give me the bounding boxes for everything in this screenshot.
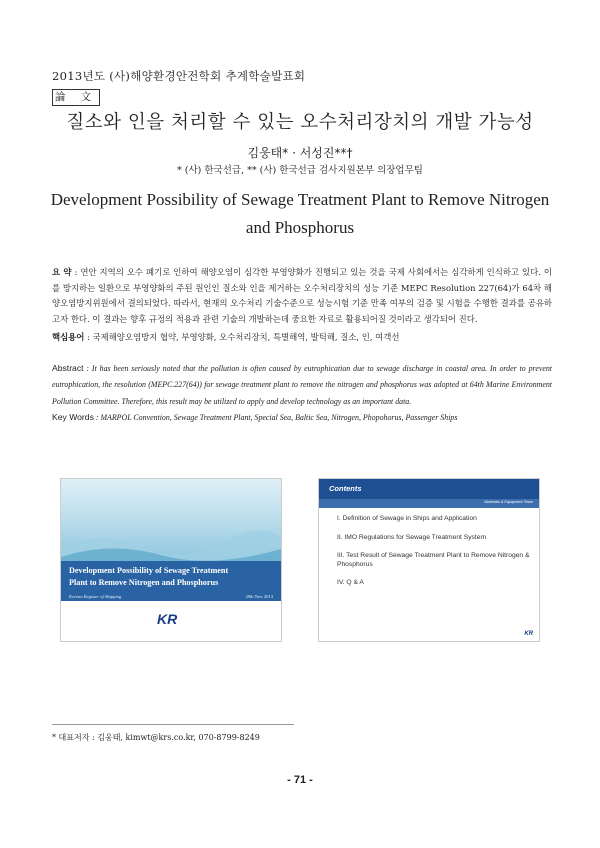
authors: 김웅태* · 서성진**† (247, 146, 353, 160)
affiliation: * (사) 한국선급, ** (사) 한국선급 검사지원본부 의장업무팀 (177, 165, 423, 176)
slide-title (69, 565, 228, 589)
kr-logo-small: KR (524, 631, 533, 637)
english-abstract-text: : It has been seriously noted that the pollution is often caused by eutrophication due to sewage discharge in coastal area. In order to prevent eutrophication, the resolution (MEPC.227(64)) for sewage treatment plant to remove the nitrogen and phosphorus was adopted at 64th Marine Environment Pollution Committee. Therefore, this result may be utilized to apply and develop technology as an important data. (52, 364, 552, 406)
footnote: * 대표저자 : 김웅태, kimwt@krs.co.kr, 070-8799-8249 (52, 733, 260, 742)
footnote-divider (52, 724, 294, 725)
kr-logo: KR (157, 611, 178, 627)
contents-item: I. Definition of Sewage in Ships and Application (337, 515, 477, 522)
contents-item: IV. Q & A (337, 579, 364, 586)
english-keywords-text: : MARPOL Convention, Sewage Treatment Plant, Special Sea, Baltic Sea, Nitrogen, Phopohorus, Passenger Ships (95, 413, 458, 422)
contents-slide-thumbnail (318, 478, 540, 642)
team-label: Materials & Equipment Team (484, 500, 533, 504)
english-title: Development Possibility of Sewage Treatment Plant to Remove Nitrogen and Phosphorus (50, 190, 550, 237)
contents-header-bar (319, 479, 539, 499)
contents-item: III. Test Result of Sewage Treatment Plant to Remove Nitrogen & Phosphorus (337, 552, 530, 568)
slide-org: Korean Register of Shipping (69, 594, 122, 599)
korean-keywords (52, 331, 399, 343)
korean-abstract-text: : 연안 지역의 오수 폐기로 인하여 해양오염이 심각한 부영양화가 진행되고 있는 것을 국제 사회에서는 심각하게 인식하고 있다. 이를 방지하는 일환으로 부영양화의 주된 원인인 질소와 인을 제거하는 오수처리장치의 성능 기준 MEPC Resolution 227(64)가 64차 해양오염방지위원에서 결의되었다. 따라서, 현재의 오수처리 기술수준으로 성능시험 기준 만족 여부의 검증 및 시험을 수행한 결과를 공유하고자 한다. 이 결과는 향후 규정의 적용과 관련 기술의 개발하는데 중요한 자료로 활용되어질 것이라고 생각되어 진다. (52, 267, 552, 324)
english-abstract-label: Abstract (52, 363, 84, 373)
slide-title-line2: Plant to Remove Nitrogen and Phosphorus (69, 578, 219, 587)
contents-heading: Contents (329, 484, 362, 493)
page-number: - 71 - (287, 774, 313, 786)
korean-abstract-label: 요 약 (52, 267, 72, 277)
title-slide-thumbnail (60, 478, 282, 642)
paper-type-badge: 論 文 (52, 89, 100, 106)
slide-date: 29th Nov 2013 (245, 594, 273, 599)
korean-keywords-label: 핵심용어 (52, 332, 85, 342)
english-abstract (52, 360, 552, 410)
english-keywords-label: Key Words (52, 412, 94, 422)
korean-title: 질소와 인을 처리할 수 있는 오수처리장치의 개발 가능성 (66, 112, 534, 133)
contents-subheader-bar (319, 499, 539, 508)
korean-abstract (52, 265, 552, 327)
conference-header: 2013년도 (사)해양환경안전학회 추계학술발표회 (52, 69, 306, 83)
english-keywords (52, 412, 552, 422)
contents-list (337, 515, 533, 598)
contents-item: II. IMO Regulations for Sewage Treatment System (337, 533, 487, 541)
korean-keywords-text: : 국제해양오염방지 협약, 부영양화, 오수처리장치, 특별해역, 발틱해, 질소, 인, 여객선 (87, 332, 400, 342)
slide-title-line1: Development Possibility of Sewage Treatment (69, 566, 229, 575)
